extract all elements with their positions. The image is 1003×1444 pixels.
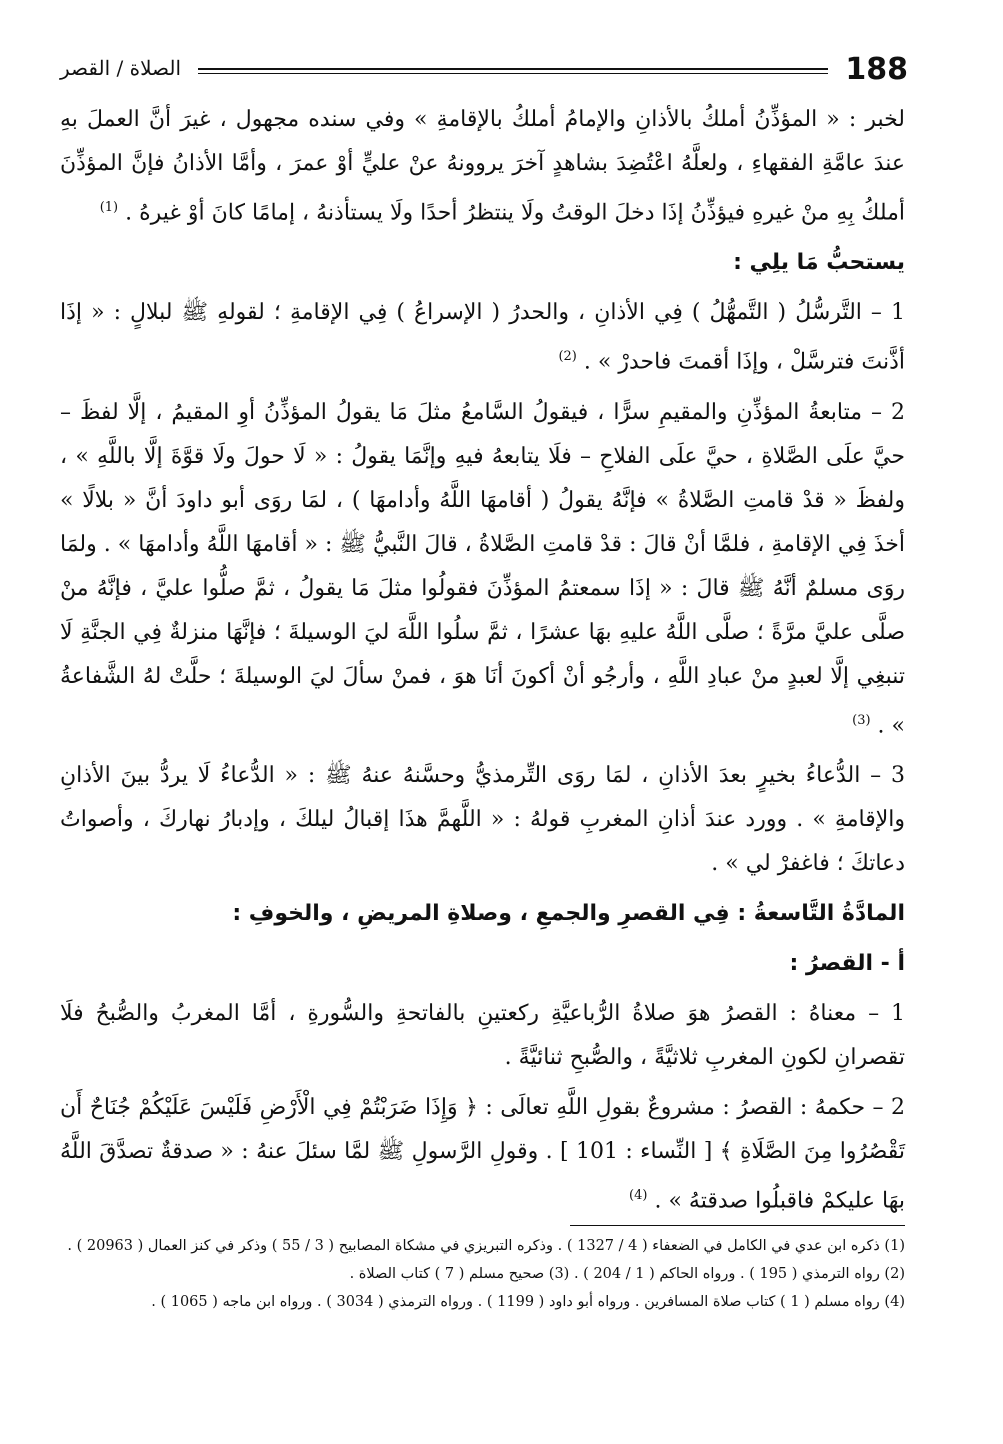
list-item: 2 – متابعةُ المؤذِّنِ والمقيمِ سرًّا ، فيقولُ السَّامعُ مثلَ مَا يقولُ المؤذِّنُ أوِ المقيمُ ، إلَّا لفظَ – حيَّ علَى الصَّلاةِ ، حيَّ علَى الفلاحِ – فلَا يتابعهُ فيهِ وإنَّمَا يقولُ : « لَا حولَ ولَا قوَّةَ إلَّا باللَّهِ » ، ولفظَ « قدْ قامتِ الصَّلاةُ » فإنَّهُ يقولُ ( أقامهَا اللَّهُ وأدامهَا ) ، لمَا روَى أبو داودَ أنَّ « بلالًا » أخذَ فِي الإقامةِ ، فلمَّا أنْ قالَ : قدْ قامتِ الصَّلاةُ ، قالَ النَّبيُّ ﷺ : « أقامهَا اللَّهُ وأدامهَا » . ولمَا روَى مسلمٌ أنَّهُ ﷺ قالَ : « إذَا سمعتمُ المؤذِّنَ فقولُوا مثلَ مَا يقولُ ، ثمَّ صلُّوا عليَّ ، فإنَّهُ منْ صلَّى عليَّ مرَّةً ؛ صلَّى اللَّهُ عليهِ بهَا عشرًا ، ثمَّ سلُوا اللَّهَ ليَ الوسيلةَ ؛ فإنَّهَا منزلةٌ فِي الجنَّةِ لَا تنبغِي إلَّا لعبدٍ منْ عبادِ اللَّهِ ، وأرجُو أنْ أكونَ أنَا هوَ ، فمنْ سألَ ليَ الوسيلةَ ؛ حلَّتْ لهُ الشَّفاعةُ » . $^{(3)}$ [60, 399, 905, 738]
footnote: (4) رواه مسلم ( 1 ) كتاب صلاة المسافرين . ورواه أبو داود ( 1199 ) . ورواه الترمذي ( 3034 ) . ورواه ابن ماجه ( 1065 ) . [151, 1294, 905, 1310]
running-title: الصلاة / القصر [60, 56, 182, 80]
footnote-ref: (2) [558, 349, 577, 365]
footnote-ref: (4) [629, 1187, 648, 1203]
header-rule [198, 68, 828, 70]
paragraph: لخبر : « المؤذِّنُ أملكُ بالأذانِ والإمامُ أملكُ بالإقامةِ » وفي سنده مجهول ، غيرَ أنَّ العملَ بهِ عندَ عامَّةِ الفقهاءِ ، ولعلَّهُ اعْتُضِدَ بشاهدٍ آخرَ يروونهُ عنْ عليٍّ أوْ عمرَ ، وأمَّا الأذانُ فإنَّ المؤذِّنَ أملكُ بِهِ منْ غيرهِ فيؤذِّنُ إذَا دخلَ الوقتُ ولَا ينتظرُ أحدًا ولَا يستأذنهُ ، إمامًا كانَ أوْ غيرهُ . $^{(1)}$ [60, 107, 905, 226]
list-item: 1 – معناهُ : القصرُ هوَ صلاةُ الرُّباعيَّةِ ركعتينِ بالفاتحةِ والسُّورةِ ، أمَّا المغربُ والصُّبحُ فلَا تقصرانِ لكونِ المغربِ ثلاثيَّةً ، والصُّبحِ ثنائيَّةً . [60, 1000, 905, 1070]
subsection-heading: أ - القصرُ : [789, 950, 905, 976]
header-rule-thin [198, 73, 828, 74]
page-header [60, 50, 908, 90]
list-item: 3 – الدُّعاءُ بخيرٍ بعدَ الأذانِ ، لمَا روَى التِّرمذيُّ وحسَّنهُ عنهُ ﷺ : « الدُّعاءُ لَا يردُّ بينَ الأذانِ والإقامةِ » . وورد عندَ أذانِ المغربِ قولهُ : « اللَّهمَّ هذَا إقبالُ ليلكَ ، وإدبارُ نهاركَ ، وأصواتُ دعاتكَ ؛ فاغفرْ لي » . [60, 762, 905, 876]
list-item: 2 – حكمهُ : القصرُ : مشروعٌ بقولِ اللَّهِ تعالَى : ﴿ وَإِذَا ضَرَبْتُمْ فِي الْأَرْضِ فَلَيْسَ عَلَيْكُمْ جُنَاحٌ أَن تَقْصُرُوا مِنَ الصَّلَاةِ ﴾ [ النِّساء : 101 ] . وقولِ الرَّسولِ ﷺ لمَّا سئلَ عنهُ : « صدقةٌ تصدَّقَ اللَّهُ بهَا عليكمْ فاقبلُوا صدقتهُ » . $^{(4)}$ [60, 1094, 906, 1214]
footnote-separator [570, 1225, 905, 1226]
main-text [60, 98, 905, 1229]
footnote-ref: (3) [852, 712, 871, 728]
footnote: (2) رواه الترمذي ( 195 ) . ورواه الحاكم ( 1 / 204 ) . (3) صحيح مسلم ( 7 ) كتاب الصلاة . [349, 1266, 905, 1282]
chapter-heading: المادَّةُ التَّاسعةُ : فِي القصرِ والجمعِ ، وصلاةِ المريضِ ، والخوفِ : [232, 900, 905, 926]
footnotes [55, 1232, 905, 1316]
section-heading: يستحبُّ مَا يلِي : [733, 250, 905, 276]
footnote: (1) ذكره ابن عدي في الكامل في الضعفاء ( 4 / 1327 ) . وذكره التبريزي في مشكاة المصابيح ( 3 / 55 ) وذكر في كنز العمال ( 20963 ) . [67, 1238, 905, 1254]
footnote-ref: (1) [99, 200, 119, 215]
list-item: 1 – التَّرسُّلُ ( التَّمهُّلُ ) فِي الأذانِ ، والحدرُ ( الإسراعُ ) فِي الإقامةِ ؛ لقولهِ ﷺ لبلالٍ : « إذَا أذَّنتَ فترسَّلْ ، وإذَا أقمتَ فاحدرْ » . $^{(2)}$ [60, 300, 905, 375]
page-number: 188 [845, 52, 908, 87]
